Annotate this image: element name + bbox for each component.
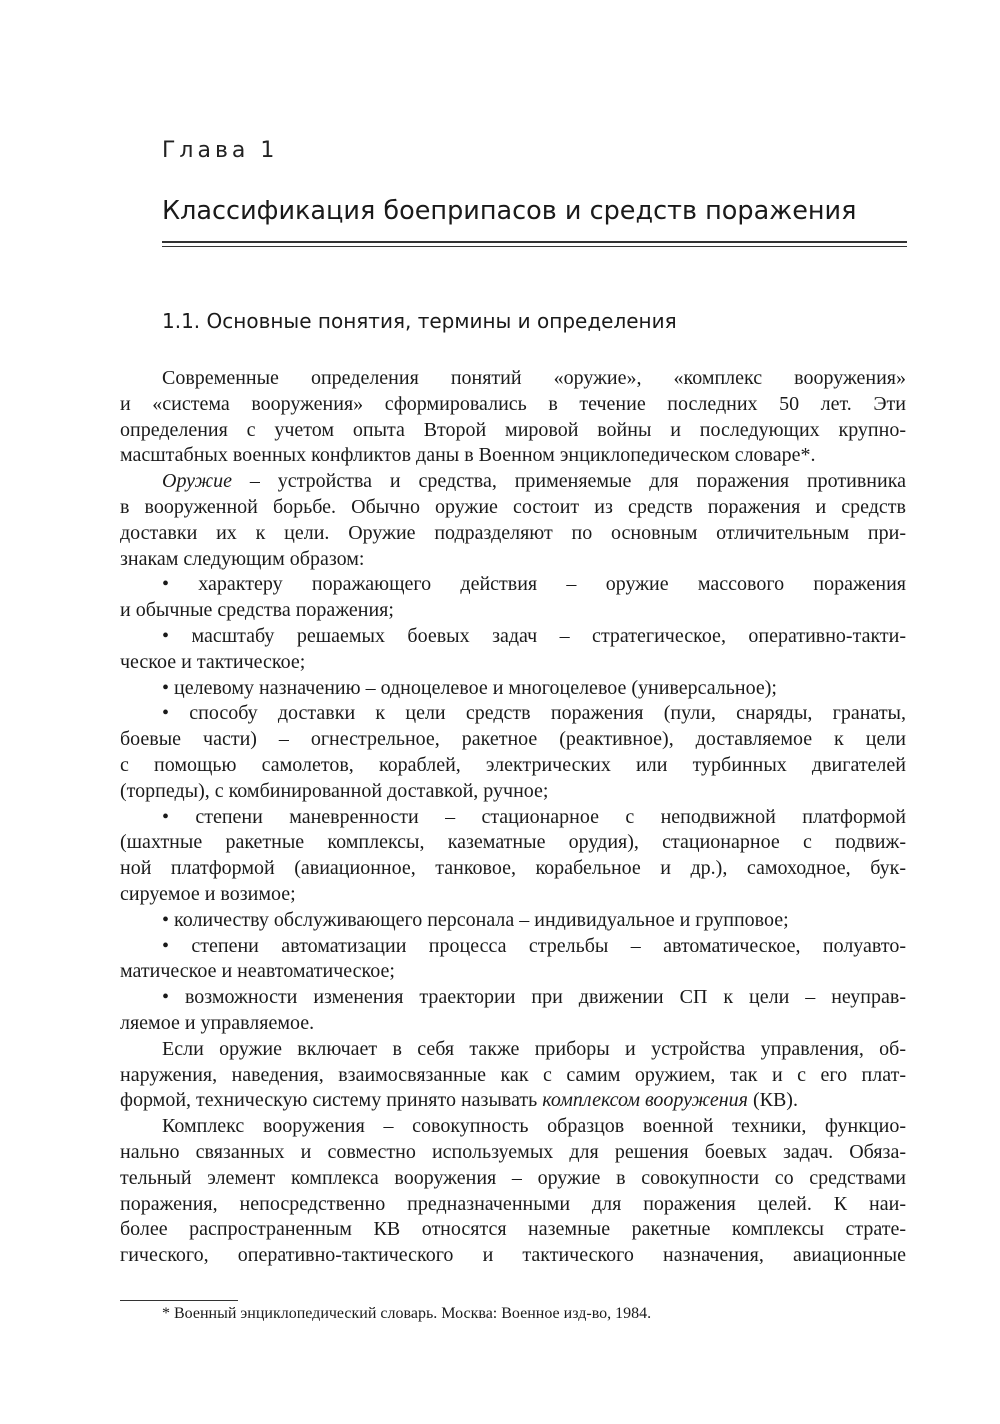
list-item-line: • возможности изменения траектории при движении СП к цели – неуправ- <box>162 986 906 1009</box>
text-line: Если оружие включает в себя также приборы и устройства управления, об- <box>162 1037 906 1060</box>
list-item-line: • количеству обслуживающего персонала – индивидуальное и групповое; <box>162 908 789 931</box>
footnote-rule <box>120 1300 238 1301</box>
chapter-title: Классификация боеприпасов и средств поражения <box>162 196 857 226</box>
section-title: 1.1. Основные понятия, термины и определения <box>162 309 677 333</box>
list-item-line: • масштабу решаемых боевых задач – стратегическое, оперативно-такти- <box>162 624 906 647</box>
term-weapon: Оружие <box>162 470 233 493</box>
text-line: знакам следующим образом: <box>120 547 365 570</box>
text-line: (торпеды), с комбинированной доставкой, ручное; <box>120 779 549 802</box>
text-line: тельный элемент комплекса вооружения – оружие в совокупности со средствами <box>120 1166 906 1189</box>
text-line: более распространенным КВ относятся наземные ракетные комплексы страте- <box>120 1218 906 1241</box>
text-line: (шахтные ракетные комплексы, казематные орудия), стационарное с подвиж- <box>120 831 906 854</box>
text-line: с помощью самолетов, кораблей, электрических или турбинных двигателей <box>120 753 906 776</box>
title-rule-thick <box>162 241 907 243</box>
body-text <box>120 366 906 1269</box>
text-fragment: – устройства и средства, применяемые для поражения противника <box>232 470 906 493</box>
list-item-line: • способу доставки к цели средств поражения (пули, снаряды, гранаты, <box>162 702 906 725</box>
text-line: и обычные средства поражения; <box>120 599 394 622</box>
term-weapon-complex: комплексом вооружения <box>542 1089 748 1112</box>
list-item-line: • степени маневренности – стационарное с неподвижной платформой <box>162 805 906 828</box>
title-rule-thin <box>162 246 907 247</box>
text-line: ной платформой (авиационное, танковое, корабельное и др.), самоходное, бук- <box>120 857 906 880</box>
text-line: ческое и тактическое; <box>120 650 306 673</box>
text-line: ляемое и управляемое. <box>120 1011 315 1034</box>
list-item-line: • степени автоматизации процесса стрельбы – автоматическое, полуавто- <box>162 934 906 957</box>
text-line <box>120 1088 906 1114</box>
text-line <box>120 469 906 495</box>
footnote: * Военный энциклопедический словарь. Москва: Военное изд-во, 1984. <box>162 1305 652 1322</box>
list-item-line: • характеру поражающего действия – оружие массового поражения <box>162 573 906 596</box>
text-line: масштабных военных конфликтов даны в Военном энциклопедическом словаре*. <box>120 444 816 467</box>
text-line: боевые части) – огнестрельное, ракетное (реактивное), доставляемое к цели <box>120 728 906 751</box>
text-line: Современные определения понятий «оружие», «комплекс вооружения» <box>162 367 906 389</box>
text-line: нально связанных и совместно используемых для решения боевых задач. Обяза- <box>120 1140 906 1163</box>
text-line: и «система вооружения» сформировались в течение последних 50 лет. Эти <box>120 392 906 415</box>
text-line: гического, оперативно-тактического и тактического назначения, авиационные <box>120 1244 906 1267</box>
text-line: в вооруженной борьбе. Обычно оружие состоит из средств поражения и средств <box>120 495 906 518</box>
text-line: сируемое и возимое; <box>120 882 296 905</box>
text-fragment: формой, техническую систему принято называть <box>120 1089 543 1112</box>
chapter-label: Глава 1 <box>162 138 279 163</box>
text-line: матическое и неавтоматическое; <box>120 960 395 983</box>
text-line: определения с учетом опыта Второй мировой войны и последующих крупно- <box>120 418 906 441</box>
text-line: поражения, непосредственно предназначенными для поражения целей. К наи- <box>120 1192 906 1215</box>
text-fragment: (КВ). <box>747 1089 798 1112</box>
text-line: доставки их к цели. Оружие подразделяют по основным отличительным при- <box>120 521 906 544</box>
text-line: наружения, наведения, взаимосвязанные как с самим оружием, так и с его плат- <box>120 1063 906 1086</box>
text-line: Комплекс вооружения – совокупность образцов военной техники, функцио- <box>162 1115 906 1138</box>
list-item-line: • целевому назначению – одноцелевое и многоцелевое (универсальное); <box>162 676 777 699</box>
